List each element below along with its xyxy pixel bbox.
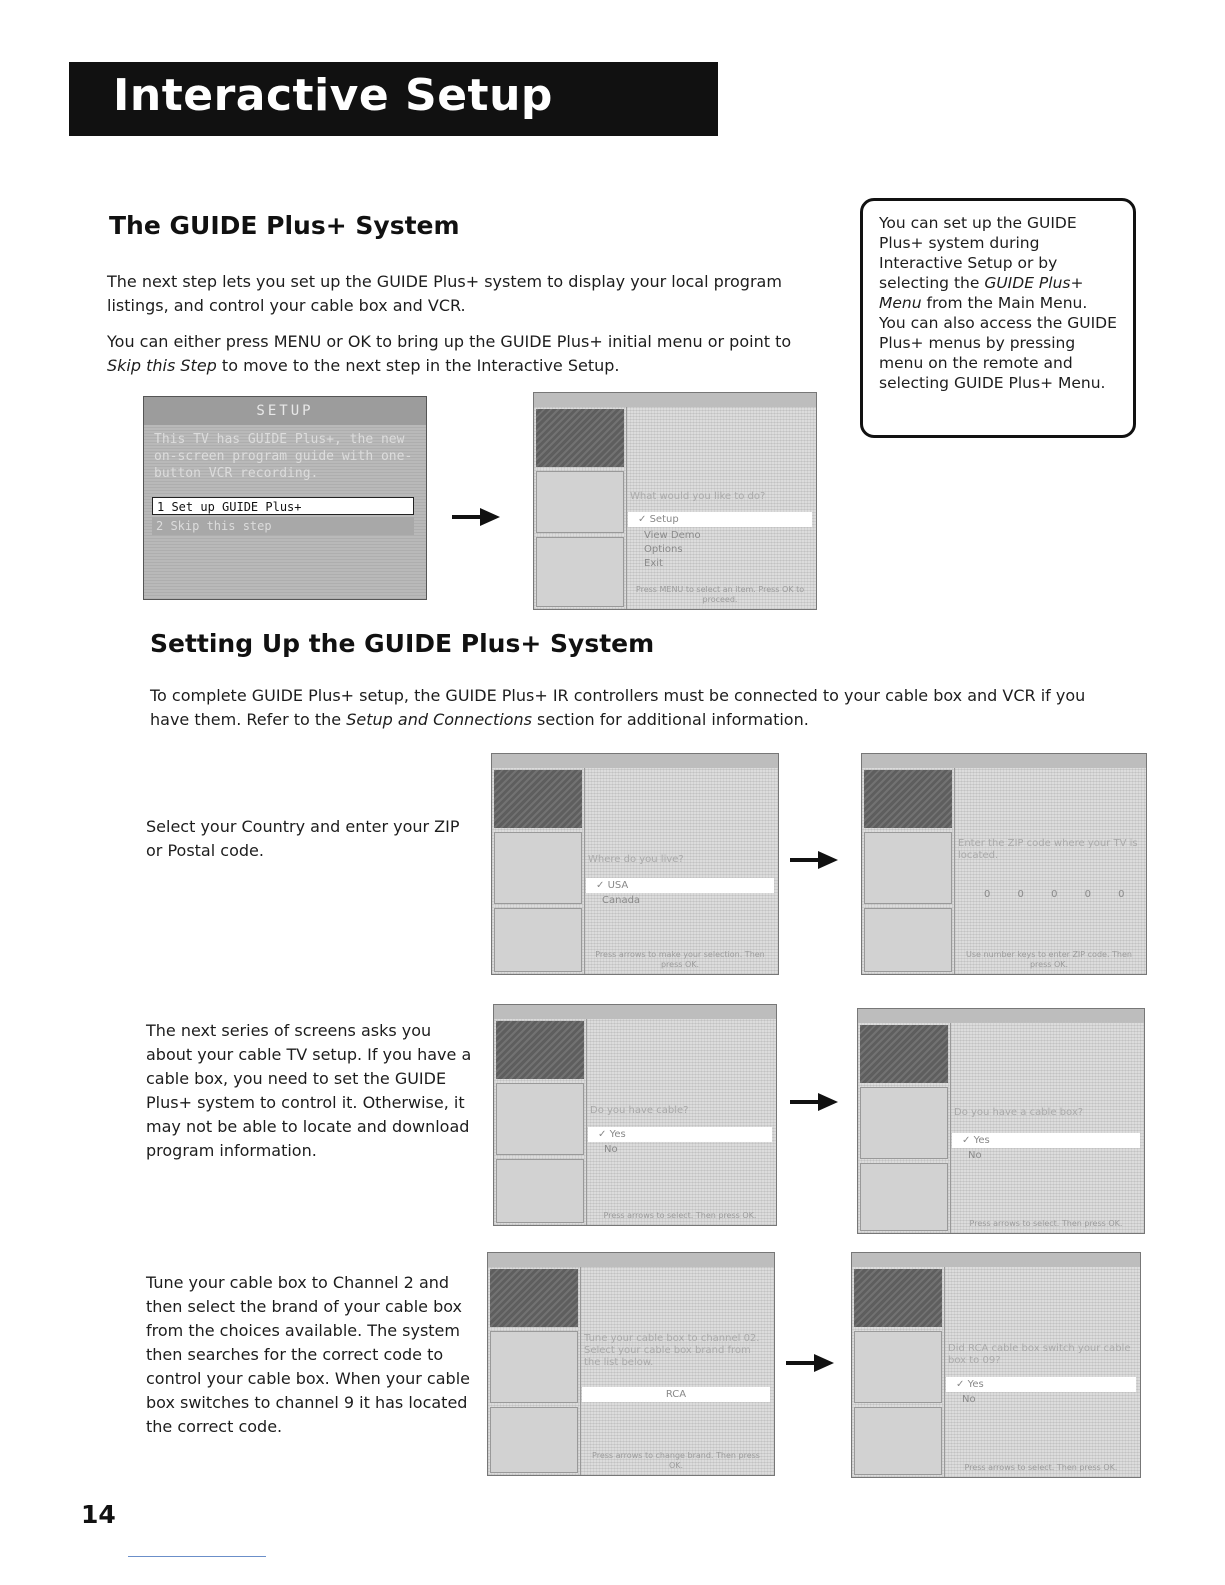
- page-title: Interactive Setup: [113, 70, 553, 121]
- footer-rule: [128, 1556, 266, 1557]
- screen-option: No: [604, 1144, 618, 1155]
- step-text: Select your Country and enter your ZIP or Postal code.: [146, 817, 460, 860]
- menu-item: View Demo: [644, 530, 701, 541]
- pip-window: [494, 770, 582, 828]
- screen-option: No: [962, 1394, 976, 1405]
- arrow-right-icon: [786, 1354, 834, 1372]
- section-heading-setting-up: Setting Up the GUIDE Plus+ System: [150, 629, 655, 658]
- cable-brand-screen: [487, 1252, 775, 1476]
- menu-item: Exit: [644, 558, 663, 569]
- zip-entry-screen: [861, 753, 1147, 975]
- screen-question: Did RCA cable box switch your cable box to 09?: [948, 1343, 1131, 1366]
- menu-item: Options: [644, 544, 683, 555]
- pip-window: [864, 770, 952, 828]
- pip-window: [860, 1025, 948, 1083]
- pip-window: [854, 1269, 942, 1327]
- step-text: Tune your cable box to Channel 2 and then select the brand of your cable box from the choices available. The system then searches for the correct code to control your cable box. When your cable box switches to channel 9 it has located the correct code.: [146, 1273, 470, 1436]
- screen-option: No: [968, 1150, 982, 1161]
- screen-footer: Press arrows to select. Then press OK.: [603, 1211, 757, 1220]
- tip-note-box: [860, 198, 1136, 438]
- arrow-right-icon: [790, 1093, 838, 1111]
- setup-screen-title: SETUP: [144, 397, 426, 425]
- screen-option: Canada: [602, 895, 641, 906]
- page-number: 14: [81, 1500, 116, 1529]
- pip-window: [490, 1269, 578, 1327]
- menu-item-selected: ✓ Setup: [628, 512, 812, 527]
- selected-brand: RCA: [582, 1387, 770, 1402]
- cable-box-question-screen: [857, 1008, 1145, 1234]
- setup-connections-emphasis: Setup and Connections: [346, 710, 532, 729]
- tip-note-text: You can set up the GUIDE Plus+ system during Interactive Setup or by selecting the GUIDE Plus+ Menu from the Main Menu. You can also access the GUIDE Plus+ menus by pressing menu on the remote and selecting GUIDE Plus+ Menu.: [879, 214, 1117, 392]
- screen-footer: Use number keys to enter ZIP code. Then press OK.: [966, 950, 1132, 969]
- screen-question: Tune your cable box to channel 02. Select your cable box brand from the list below.: [584, 1333, 760, 1368]
- country-select-screen: [491, 753, 779, 975]
- menu-paragraph: You can either press MENU or OK to bring up the GUIDE Plus+ initial menu or point to Skip this Step to move to the next step in the Interactive Setup.: [107, 332, 792, 375]
- selected-option: ✓ Yes: [952, 1133, 1140, 1148]
- cable-question-screen: [493, 1004, 777, 1226]
- arrow-right-icon: [790, 851, 838, 869]
- guide-menu-screen: [533, 392, 817, 610]
- screen-question: Where do you live?: [588, 854, 684, 865]
- screen-footer: Press arrows to change brand. Then press OK.: [592, 1451, 760, 1470]
- zip-digits: 0 0 0 0 0: [984, 889, 1137, 900]
- selected-option: ✓ Yes: [946, 1377, 1136, 1392]
- side-panel: [536, 537, 624, 607]
- screen-question: Do you have a cable box?: [954, 1107, 1084, 1118]
- pip-window: [496, 1021, 584, 1079]
- setup-option-skip: 2 Skip this step: [152, 517, 414, 535]
- step-text: The next series of screens asks you about your cable TV setup. If you have a cable box, you need to set the GUIDE Plus+ system to control it. Otherwise, it may not be able to locate and download program information.: [146, 1021, 472, 1160]
- screen-question: Do you have cable?: [590, 1105, 689, 1116]
- menu-question: What would you like to do?: [630, 491, 766, 502]
- screen-question: Enter the ZIP code where your TV is located.: [958, 838, 1138, 861]
- code-confirm-screen: [851, 1252, 1141, 1478]
- arrow-right-icon: [452, 508, 500, 526]
- setup-option-setup-guide: 1 Set up GUIDE Plus+: [152, 497, 414, 515]
- side-panel: [536, 471, 624, 533]
- screen-footer: Press arrows to select. Then press OK.: [969, 1219, 1123, 1228]
- screen-footer: Press arrows to make your selection. Then press OK.: [595, 950, 765, 969]
- setup-requirements-paragraph: To complete GUIDE Plus+ setup, the GUIDE Plus+ IR controllers must be connected to your cable box and VCR if you have them. Refer to the Setup and Connections section for additional information.: [150, 686, 1086, 729]
- section-heading-guide-plus: The GUIDE Plus+ System: [109, 211, 460, 240]
- screen-footer: Press MENU to select an item. Press OK to proceed.: [635, 585, 805, 604]
- skip-step-emphasis: Skip this Step: [107, 356, 217, 375]
- screen-topbar: [534, 393, 816, 407]
- setup-screen-image: [143, 396, 427, 600]
- selected-option: ✓ USA: [586, 878, 774, 893]
- pip-window: [536, 409, 624, 467]
- title-banner: [69, 62, 718, 136]
- intro-paragraph: The next step lets you set up the GUIDE Plus+ system to display your local program listings, and control your cable box and VCR.: [107, 272, 782, 315]
- setup-screen-description: This TV has GUIDE Plus+, the new on-screen program guide with one-button VCR recording.: [154, 432, 413, 481]
- screen-footer: Press arrows to select. Then press OK.: [964, 1463, 1118, 1472]
- selected-option: ✓ Yes: [588, 1127, 772, 1142]
